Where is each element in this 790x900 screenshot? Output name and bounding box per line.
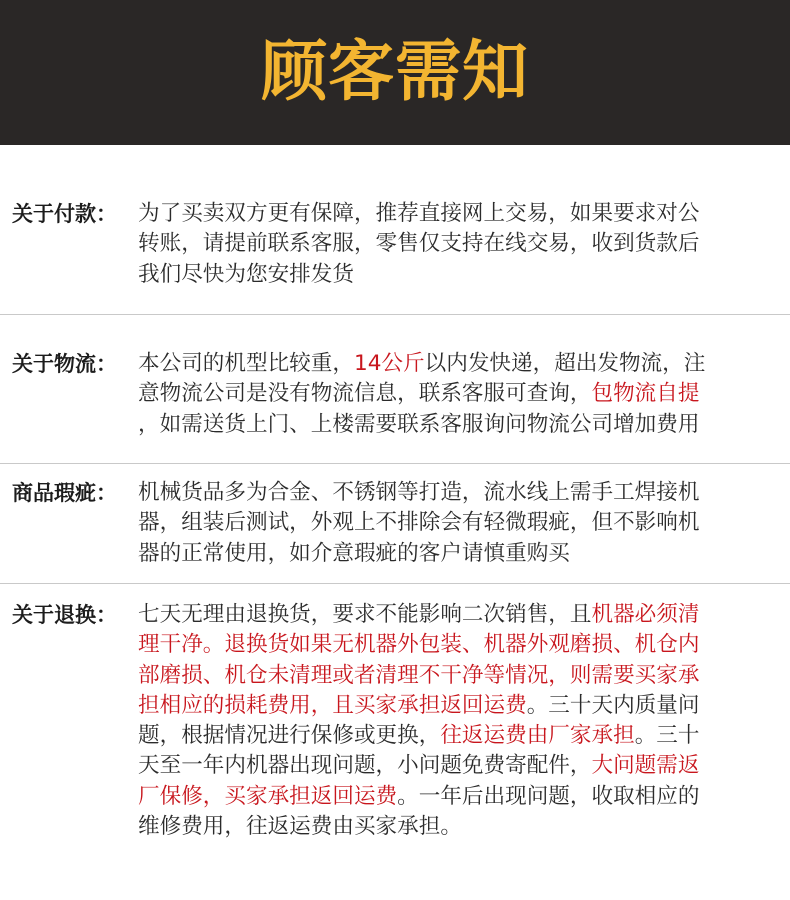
body-text: 维修费用，往返运费由买家承担。	[138, 814, 462, 840]
text-line	[138, 410, 764, 440]
page-header	[0, 0, 790, 145]
highlight-text: 包物流自提	[591, 381, 700, 407]
highlight-text: 厂保修，买家承担返回运费	[138, 783, 398, 809]
text-line	[138, 661, 764, 691]
divider	[0, 463, 790, 464]
text-line	[138, 691, 764, 721]
text-line	[138, 229, 764, 259]
text-line	[138, 260, 764, 290]
section-body	[138, 478, 764, 569]
text-line	[138, 600, 764, 630]
text-line	[138, 379, 764, 409]
highlight-text: 大问题需返	[591, 753, 700, 779]
body-text: 七天无理由退换货，要求不能影响二次销售，且	[138, 602, 592, 627]
body-text: 转账，请提前联系客服，零售仅支持在线交易，收到货款后	[138, 231, 700, 257]
text-line	[138, 199, 764, 229]
highlight-text: 14公斤	[353, 351, 425, 376]
body-text: 题，根据情况进行保修或更换，	[138, 723, 441, 749]
highlight-text: 担相应的损耗费用，且买家承担返回运费	[138, 692, 527, 718]
text-line	[138, 812, 764, 842]
highlight-text: 理干净。退换货如果无机器外包装、机器外观磨损、机仓内	[138, 632, 700, 658]
body-text: 器，组装后测试，外观上不排除会有轻微瑕疵，但不影响机	[138, 510, 700, 536]
text-line	[138, 630, 764, 660]
text-line	[138, 478, 764, 508]
section-label: 商品瑕疵：	[12, 481, 117, 505]
body-text: 为了买卖双方更有保障，推荐直接网上交易，如果要求对公	[138, 201, 700, 226]
body-text: 器的正常使用，如介意瑕疵的客户请慎重购买	[138, 540, 570, 566]
body-text: 以内发快递，超出发物流，注	[424, 351, 706, 376]
text-line	[138, 721, 764, 751]
highlight-text: 机器必须清	[591, 602, 700, 627]
body-text: 天至一年内机器出现问题，小问题免费寄配件，	[138, 753, 592, 779]
body-text: 机械货品多为合金、不锈钢等打造，流水线上需手工焊接机	[138, 480, 700, 505]
divider	[0, 583, 790, 584]
body-text: 。一年后出现问题，收取相应的	[397, 783, 700, 809]
section-label: 关于退换：	[12, 603, 117, 627]
section-body	[138, 349, 764, 440]
section-label: 关于付款：	[12, 202, 117, 226]
body-text: 我们尽快为您安排发货	[138, 261, 354, 287]
highlight-text: 部磨损、机仓未清理或者清理不干净等情况，则需要买家承	[138, 662, 700, 688]
highlight-text: 往返运费由厂家承担	[440, 723, 635, 749]
body-text: ，如需送货上门、上楼需要联系客服询问物流公司增加费用	[138, 411, 700, 437]
body-text: 本公司的机型比较重，	[138, 351, 354, 376]
text-line	[138, 349, 764, 379]
page-title: 顾客需知	[261, 31, 529, 110]
text-line	[138, 539, 764, 569]
section-body	[138, 600, 764, 842]
section-body	[138, 199, 764, 290]
body-text: 。三十天内质量问	[526, 692, 700, 718]
body-text: 意物流公司是没有物流信息，联系客服可查询，	[138, 381, 592, 407]
text-line	[138, 782, 764, 812]
divider	[0, 314, 790, 315]
text-line	[138, 751, 764, 781]
body-text: 。三十	[634, 723, 700, 749]
text-line	[138, 508, 764, 538]
section-label: 关于物流：	[12, 352, 117, 376]
